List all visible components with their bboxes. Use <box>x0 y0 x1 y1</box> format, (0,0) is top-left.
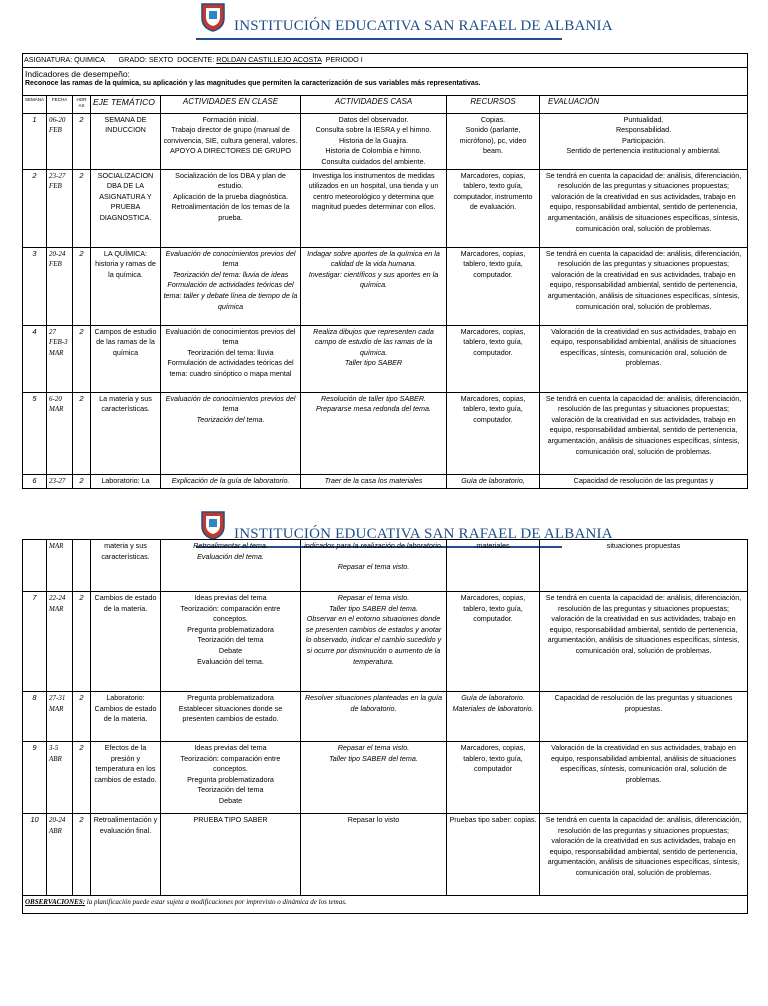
table-body-2 <box>23 540 748 896</box>
col-evaluacion: EVALUACIÓN <box>540 95 748 113</box>
eje-cell: SOCIALIZACION DBA DE LA ASIGNATURA Y PRUEBA DIAGNOSTICA. <box>91 169 161 247</box>
col-horas: HOR AS <box>73 95 91 113</box>
horas-cell: 2 <box>73 113 91 169</box>
table-row <box>23 113 748 169</box>
clase-cell: Evaluación de conocimientos previos del tema Teorización del tema: lluvia Formulación de actividades teóricas del tema: cuadro sinóptico o mapa mental <box>161 325 301 392</box>
table-row <box>23 474 748 488</box>
col-semana: SEMANA <box>23 95 47 113</box>
plan-table-2 <box>22 539 748 914</box>
evaluacion-cell: Se tendrá en cuenta la capacidad de: análisis, diferenciación, resolución de las preguntas y situaciones propuestas; valoración de la creatividad en sus actividades, trabajo en equipo, responsabilidad ambiental, sentido de pertenencia, argumentación, análisis de situaciones específicas, síntesis, comunicación oral, solución de problemas. <box>540 392 748 474</box>
meta-row <box>23 54 748 68</box>
clase-cell: Formación inicial. Trabajo director de grupo (manual de convivencia, SIE, cultura general, valores. APOYO A DIRECTORES DE GRUPO <box>161 113 301 169</box>
week-number: 7 <box>23 592 47 692</box>
clase-cell: Retroalimentar el tema. Evaluación del tema. <box>161 540 301 592</box>
indicadores-cell <box>23 67 748 95</box>
observaciones-label: OBSERVACIONES: <box>25 898 86 906</box>
clase-cell: Explicación de la guía de laboratorio. <box>161 474 301 488</box>
eje-cell: Campos de estudio de las ramas de la química <box>91 325 161 392</box>
indicadores-label: Indicadores de desempeño: <box>25 68 130 79</box>
eje-cell: La materia y sus características. <box>91 392 161 474</box>
docente-label: DOCENTE: <box>177 55 215 64</box>
page-1 <box>0 0 768 500</box>
clase-cell: Evaluación de conocimientos previos del tema Teorización del tema: lluvia de ideas Formulación de actividades teóricas del tema: taller y debate línea de tiempo de la química <box>161 247 301 325</box>
clase-cell: Pregunta problematizadora Establecer situaciones donde se presenten cambios de estado. <box>161 692 301 742</box>
recursos-cell: Guía de laboratorio, <box>447 474 540 488</box>
school-crest-icon <box>200 510 226 540</box>
col-recursos: RECURSOS <box>447 95 540 113</box>
periodo: PERIODO I <box>325 55 363 64</box>
page-2 <box>0 508 768 1006</box>
casa-cell: Resolver situaciones planteadas en la guía de laboratorio. <box>301 692 447 742</box>
horas-cell: 2 <box>73 814 91 896</box>
horas-cell: 2 <box>73 474 91 488</box>
week-number: 9 <box>23 742 47 814</box>
casa-cell: Realiza dibujos que representen cada campo de estudio de las ramas de la química. Taller tipo SABER <box>301 325 447 392</box>
evaluacion-cell: Capacidad de resolución de las preguntas y <box>540 474 748 488</box>
eje-cell: Laboratorio: Cambios de estado de la materia. <box>91 692 161 742</box>
evaluacion-cell: Se tendrá en cuenta la capacidad de: análisis, diferenciación, resolución de las preguntas y situaciones propuestas; valoración de la creatividad en sus actividades, trabajo en equipo, responsabilidad ambiental, sentido de pertenencia, argumentación, análisis de situaciones específicas, síntesis, comunicación oral, solución de problemas. <box>540 592 748 692</box>
docente: ROLDAN CASTILLEJO ACOSTA <box>216 55 322 64</box>
fecha-cell: 23-27 <box>47 474 73 488</box>
casa-cell: Resolución de taller tipo SABER. Prepararse mesa redonda del tema. <box>301 392 447 474</box>
school-name: INSTITUCIÓN EDUCATIVA SAN RAFAEL DE ALBANIA <box>234 18 613 34</box>
table-body-1 <box>23 113 748 488</box>
week-number: 3 <box>23 247 47 325</box>
evaluacion-cell: Valoración de la creatividad en sus actividades, trabajo en equipo, responsabilidad ambiental, análisis de situaciones específicas, síntesis, comunicación oral, solución de problemas. <box>540 325 748 392</box>
school-name: INSTITUCIÓN EDUCATIVA SAN RAFAEL DE ALBANIA <box>234 526 613 542</box>
fecha-cell: 22-24 MAR <box>47 592 73 692</box>
fecha-cell: 06-20 FEB <box>47 113 73 169</box>
observaciones-text: la planificación puede estar sujeta a modificaciones por imprevisto o dinámica de los temas. <box>86 898 347 906</box>
col-clase: ACTIVIDADES EN CLASE <box>161 95 301 113</box>
eje-cell: Efectos de la presión y temperatura en los cambios de estado. <box>91 742 161 814</box>
table-row <box>23 325 748 392</box>
header-rule <box>196 38 562 40</box>
header-row <box>23 95 748 113</box>
col-fecha: FECHA <box>47 95 73 113</box>
col-casa: ACTIVIDADES CASA <box>301 95 447 113</box>
clase-cell: Ideas previas del tema Teorización: comparación entre conceptos. Pregunta problematizadora Teorización del tema Debate Evaluación del tema. <box>161 592 301 692</box>
casa-cell: Indagar sobre aportes de la química en la calidad de la vida humana. Investigar: científicos y sus aportes en la química. <box>301 247 447 325</box>
fecha-cell: 27-31 MAR <box>47 692 73 742</box>
recursos-cell: Guía de laboratorio. Materiales de laboratorio. <box>447 692 540 742</box>
casa-cell: Investiga los instrumentos de medidas utilizados en un hospital, una tienda y un centro meteorológico y determina que magnitud puedes determinar con ellos. <box>301 169 447 247</box>
clase-cell: Evaluación de conocimientos previos del tema Teorización del tema. <box>161 392 301 474</box>
table-row <box>23 169 748 247</box>
indicador-text: Reconoce las ramas de la química, su aplicación y las magnitudes que permiten la caracterización de sus variables más representativas. <box>25 80 481 88</box>
evaluacion-cell: Se tendrá en cuenta la capacidad de: análisis, diferenciación, resolución de las preguntas y situaciones propuestas; valoración de la creatividad en sus actividades, trabajo en equipo, responsabilidad ambiental, sentido de pertenencia, argumentación, análisis de situaciones específicas, síntesis, comunicación oral, solución de problemas. <box>540 247 748 325</box>
week-number: 6 <box>23 474 47 488</box>
horas-cell: 2 <box>73 742 91 814</box>
recursos-cell: Pruebas tipo saber: copias. <box>447 814 540 896</box>
eje-cell: LA QUÍMICA: historia y ramas de la química. <box>91 247 161 325</box>
eje-cell: Cambios de estado de la materia. <box>91 592 161 692</box>
horas-cell: 2 <box>73 325 91 392</box>
evaluacion-cell: Se tendrá en cuenta la capacidad de: análisis, diferenciación, resolución de las preguntas y situaciones propuestas; valoración de la creatividad en sus actividades, trabajo en equipo, responsabilidad ambiental, sentido de pertenencia, argumentación, análisis de situaciones específicas, síntesis, comunicación oral, solución de problemas. <box>540 814 748 896</box>
observaciones-row <box>23 896 748 914</box>
table-row <box>23 592 748 692</box>
casa-cell: Datos del observador. Consulta sobre la IESRA y el himno. Historia de la Guajira. Historia de Colombia e himno. Consulta cuidados del ambiente. <box>301 113 447 169</box>
recursos-cell: Copias. Sonido (parlante, micrófono), pc, video beam. <box>447 113 540 169</box>
horas-cell <box>73 540 91 592</box>
evaluacion-cell: situaciones propuestas <box>540 540 748 592</box>
clase-cell: PRUEBA TIPO SABER <box>161 814 301 896</box>
table-row <box>23 814 748 896</box>
clase-cell: Socialización de los DBA y plan de estudio. Aplicación de la prueba diagnóstica. Retroalimentación de los temas de la prueba. <box>161 169 301 247</box>
evaluacion-cell: Puntualidad. Responsabilidad. Participación. Sentido de pertenencia institucional y ambiental. <box>540 113 748 169</box>
evaluacion-cell: Capacidad de resolución de las preguntas y situaciones propuestas. <box>540 692 748 742</box>
evaluacion-cell: Se tendrá en cuenta la capacidad de: análisis, diferenciación, resolución de las preguntas y situaciones propuestas; valoración de la creatividad en sus actividades, trabajo en equipo, responsabilidad ambiental, sentido de pertenencia, argumentación, análisis de situaciones específicas, síntesis, comunicación oral, solución de problemas. <box>540 169 748 247</box>
grado: GRADO: SEXTO <box>118 55 174 64</box>
fecha-cell: MAR <box>47 540 73 592</box>
recursos-cell: Marcadores, copias, tablero, texto guía, computador. <box>447 592 540 692</box>
casa-cell: Traer de la casa los materiales <box>301 474 447 488</box>
recursos-cell: Marcadores, copias, tablero, texto guía, computador. <box>447 325 540 392</box>
week-number <box>23 540 47 592</box>
recursos-cell: materiales <box>447 540 540 592</box>
table-row <box>23 392 748 474</box>
col-eje: EJE TEMÁTICO <box>91 95 161 113</box>
table-row <box>23 247 748 325</box>
recursos-cell: Marcadores, copias, tablero, texto guía, computador. <box>447 392 540 474</box>
casa-cell: indicados para la realización de laboratorio. Repasar el tema visto. <box>301 540 447 592</box>
week-number: 4 <box>23 325 47 392</box>
week-number: 8 <box>23 692 47 742</box>
table-row <box>23 692 748 742</box>
clase-cell: Ideas previas del tema Teorización: comparación entre conceptos. Pregunta problematizadora Teorización del tema Debate <box>161 742 301 814</box>
eje-cell: materia y sus características. <box>91 540 161 592</box>
recursos-cell: Marcadores, copias, tablero, texto guía, computador. <box>447 247 540 325</box>
table-row <box>23 742 748 814</box>
week-number: 10 <box>23 814 47 896</box>
school-crest-icon <box>200 2 226 32</box>
eje-cell: SEMANA DE INDUCCION <box>91 113 161 169</box>
table-row <box>23 540 748 592</box>
week-number: 2 <box>23 169 47 247</box>
eje-cell: Retroalimentación y evaluación final. <box>91 814 161 896</box>
casa-cell: Repasar lo visto <box>301 814 447 896</box>
header-1 <box>0 0 768 46</box>
fecha-cell: 27 FEB-3 MAR <box>47 325 73 392</box>
horas-cell: 2 <box>73 169 91 247</box>
week-number: 5 <box>23 392 47 474</box>
evaluacion-cell: Valoración de la creatividad en sus actividades, trabajo en equipo, responsabilidad ambiental, análisis de situaciones específicas, síntesis, comunicación oral, solución de problemas. <box>540 742 748 814</box>
eje-cell: Laboratorio: La <box>91 474 161 488</box>
horas-cell: 2 <box>73 692 91 742</box>
week-number: 1 <box>23 113 47 169</box>
recursos-cell: Marcadores, copias, tablero, texto guía, computador, instrumento de evaluación. <box>447 169 540 247</box>
fecha-cell: 3-5 ABR <box>47 742 73 814</box>
horas-cell: 2 <box>73 392 91 474</box>
plan-table-1 <box>22 53 748 489</box>
fecha-cell: 20-24 ABR <box>47 814 73 896</box>
fecha-cell: 23-27 FEB <box>47 169 73 247</box>
casa-cell: Repasar el tema visto. Taller tipo SABER del tema. <box>301 742 447 814</box>
horas-cell: 2 <box>73 592 91 692</box>
casa-cell: Repasar el tema visto. Taller tipo SABER del tema. Observar en el entorno situaciones donde se presenten cambios de estados y anotar lo observado, indicar el cambio sucedido y si ocurre por disminución o aumento de la temperatura. <box>301 592 447 692</box>
fecha-cell: 20-24 FEB <box>47 247 73 325</box>
asignatura: ASIGNATURA: QUIMICA <box>24 55 105 64</box>
horas-cell: 2 <box>73 247 91 325</box>
recursos-cell: Marcadores, copias, tablero, texto guía, computador <box>447 742 540 814</box>
fecha-cell: 6-20 MAR <box>47 392 73 474</box>
